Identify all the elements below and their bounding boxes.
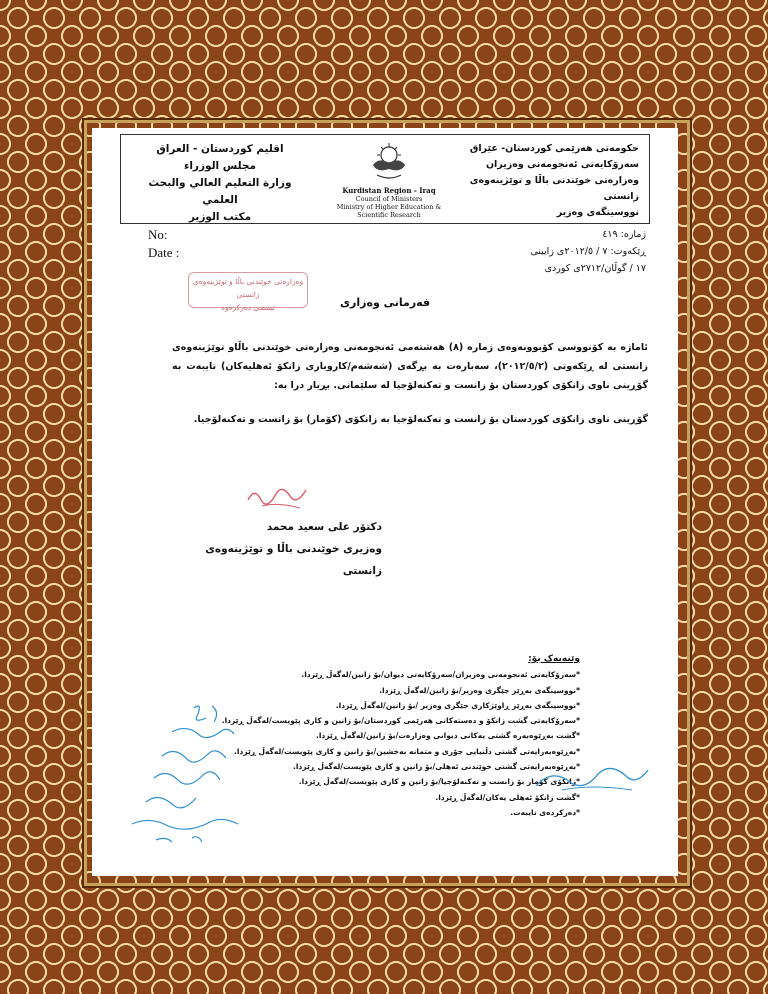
letterhead-emblem — [321, 139, 457, 219]
document-number: ژمارە: ٤١٩ — [602, 229, 646, 240]
blue-signature-icon — [532, 756, 652, 796]
stamp-line: ئیمضی دەرکرەوە — [221, 303, 275, 312]
red-signature-icon — [242, 478, 312, 518]
signatory — [172, 516, 382, 582]
body-paragraph: ئاماژە بە کۆنووسی کۆبوونەوەی ژمارە (٨) هەشتەمی ئەنجومەنی وەزارەتی خوێندنی باڵاو توێژینەوەی زانستی لە ڕێکەوتی (٢٠١٢/٥/٢)، سەبارەت بە بڕگەی (شەشەم/کاروباری زانکۆ ئەهلیەکان) تایبەت بە گۆڕینی ناوی زانکۆی کوردستان بۆ زانست و تەکنەلۆجیا لە سلێمانی. بڕیار درا بە: — [172, 342, 648, 391]
letterhead-arabic-line: مجلس الوزراء — [183, 160, 257, 172]
copies-item: *سەرۆکایەتی گشت زانکۆ و دەستەکانی هەرێمی کوردستان/بۆ زانین و کاری پێویست/لەگەڵ ڕێزدا. — [221, 716, 580, 726]
copies-list — [212, 652, 580, 820]
letterhead-kurdish-line: حکومەتی هەرێمی کوردستان- عێراق — [469, 143, 639, 154]
emblem-council-text: Council of Ministers — [355, 195, 423, 203]
copies-item: *بەڕێوەبەرایەتی گشتی دڵنیایی جۆری و متمانە بەخشین/بۆ زانین و کاری پێویست/لەگەڵ ڕێزدا. — [234, 746, 580, 756]
letterhead-kurdish-line: وەزارەتی خوێندنی باڵا و توێژینەوەی زانستی — [469, 175, 639, 202]
copies-item: *نووسینگەی بەڕێز جێگری وەزیر/بۆ زانین/لەگەڵ ڕێزدا. — [379, 685, 580, 695]
copies-item: *گشت زانکۆ ئەهلی یەکان/لەگەڵ ڕێزدا. — [435, 792, 580, 802]
letterhead-kurdish-line: سەرۆکایەتی ئەنجومەنی وەزیران — [485, 159, 639, 170]
no-label: No: — [148, 227, 168, 242]
copies-item: *سەرۆکایەتی ئەنجومەنی وەزیران/سەرۆکایەتی دیوان/بۆ زانین/لەگەڵ ڕێزدا. — [301, 670, 580, 680]
reference-values — [530, 226, 646, 277]
copies-item: *بەڕێوەبەرایەتی گشتی خوێندنی ئەهلی/بۆ زانین و کاری پێویست/لەگەڵ ڕێزدا. — [293, 762, 580, 772]
body-decision: گۆڕینی ناوی زانکۆی کوردستان بۆ زانست و تەکنەلۆجیا بە زانکۆی (کۆمار) بۆ زانست و تەکنەلۆجیا. — [193, 414, 648, 425]
reference-labels — [148, 226, 179, 262]
document-page — [92, 128, 678, 876]
letterhead-kurdish — [469, 141, 639, 221]
letterhead — [120, 134, 650, 224]
copies-item: *نووسینگەی بەڕێز ڕاوێژکاری جێگری وەزیر /بۆ زانین/لەگەڵ ڕێزدا. — [335, 700, 580, 710]
letterhead-arabic-line: مكتب الوزير — [188, 211, 252, 223]
date-kurdish: ١٧ / گوڵان/٢٧١٢ی کوردی — [544, 263, 646, 274]
copies-item: *زانکۆی کۆمار بۆ زانست و تەکنەلۆجیا/بۆ زانین و کاری پێویست/لەگەڵ ڕێزدا. — [298, 777, 580, 787]
letterhead-arabic-line: اقليم كوردستان - العراق — [156, 143, 284, 155]
kurdistan-emblem-icon — [367, 139, 411, 183]
signatory-name: دکتۆر علی سعید محمد — [266, 521, 382, 533]
emblem-region-text: Kurdistan Region - Iraq — [342, 186, 436, 195]
copies-item: *گشت بەڕێوەبەرە گشتی یەکانی دیوانی وەزارەت/بۆ زانین/لەگەڵ ڕێزدا. — [315, 731, 580, 741]
signatory-title: وەزیری خوێندنی باڵا و توێژینەوەی زانستی — [205, 543, 382, 577]
date-gregorian: ڕێکەوت: ٧ / ٢٠١٢/٥ی زایینی — [530, 246, 646, 257]
letterhead-kurdish-line: نووسینگەی وەزیر — [556, 207, 639, 218]
copies-item: *دەرکردەی تایبەت. — [510, 807, 580, 817]
emblem-ministry-text: Ministry of Higher Education & Scientific Research — [336, 203, 442, 219]
letterhead-arabic-line: وزارة التعليم العالي والبحث العلمي — [148, 177, 292, 206]
date-label: Date : — [148, 245, 180, 260]
stamp-line: وەزارەتی خوێندنی باڵا و توێژینەوەی زانستی — [192, 277, 304, 299]
handwritten-note-icon — [102, 698, 252, 848]
letterhead-arabic — [145, 141, 295, 226]
copies-heading: وێنەیەک بۆ: — [528, 654, 580, 664]
document-title: فەرمانی وەزاری — [339, 296, 431, 309]
